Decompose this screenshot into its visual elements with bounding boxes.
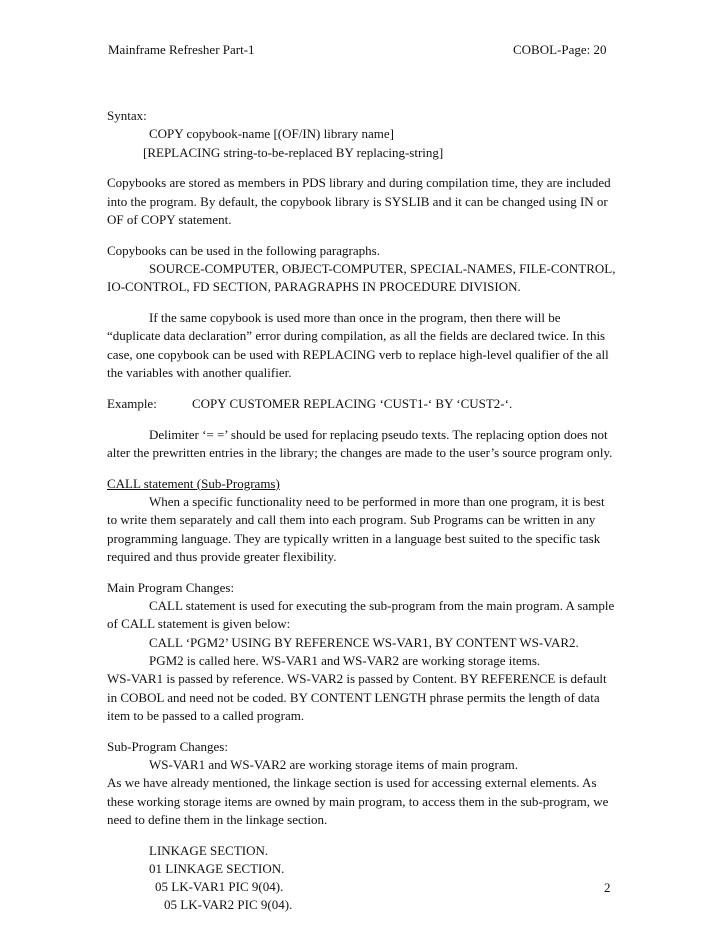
paragraph-line: As we have already mentioned, the linkage section is used for accessing external elements. As	[107, 775, 597, 791]
page-body	[107, 107, 622, 915]
example-code: COPY CUSTOMER REPLACING ‘CUST1-‘ BY ‘CUST2-‘.	[192, 395, 513, 411]
paragraph-gap	[107, 162, 622, 175]
paragraph-line: of CALL statement is given below:	[107, 616, 291, 632]
code-line: CALL ‘PGM2’ USING BY REFERENCE WS-VAR1, BY CONTENT WS-VAR2.	[149, 634, 579, 650]
paragraph-gap	[107, 725, 622, 738]
syntax-line-replacing: [REPLACING string-to-be-replaced BY replacing-string]	[143, 144, 444, 160]
paragraph-line: Copybooks can be used in the following paragraphs.	[107, 242, 380, 258]
paragraph-gap	[107, 566, 622, 579]
paragraph-line: CALL statement is used for executing the sub-program from the main program. A sample	[149, 598, 615, 614]
paragraph-gap	[107, 462, 622, 475]
section-heading-call: CALL statement (Sub-Programs)	[107, 475, 280, 491]
paragraph-line: the variables with another qualifier.	[107, 365, 292, 381]
paragraph-line: IO-CONTROL, FD SECTION, PARAGRAPHS IN PROCEDURE DIVISION.	[107, 279, 521, 295]
paragraph-line: in COBOL and need not be coded. BY CONTENT LENGTH phrase permits the length of data	[107, 689, 600, 705]
paragraph-line: PGM2 is called here. WS-VAR1 and WS-VAR2 are working storage items.	[149, 652, 541, 668]
paragraph-gap	[107, 297, 622, 310]
paragraph-line: Copybooks are stored as members in PDS library and during compilation time, they are included	[107, 175, 611, 191]
code-line: LINKAGE SECTION.	[149, 842, 269, 858]
example-line	[107, 395, 622, 413]
paragraph-line: WS-VAR1 is passed by reference. WS-VAR2 is passed by Content. BY REFERENCE is default	[107, 671, 607, 687]
section-heading-sub-program: Sub-Program Changes:	[107, 738, 228, 754]
paragraph-line: these working storage items are owned by main program, to access them in the sub-program, we	[107, 793, 609, 809]
paragraph-gap	[107, 413, 622, 426]
paragraph-line: into the program. By default, the copybook library is SYSLIB and it can be changed using IN or	[107, 193, 608, 209]
page-number: 2	[604, 880, 611, 895]
paragraph-line: Delimiter ‘= =’ should be used for replacing pseudo texts. The replacing option does not	[149, 426, 608, 442]
paragraph-gap	[107, 829, 622, 842]
section-heading-main-program: Main Program Changes:	[107, 579, 235, 595]
paragraph-gap	[107, 382, 622, 395]
paragraph-line: OF of COPY statement.	[107, 211, 232, 227]
paragraph-line: SOURCE-COMPUTER, OBJECT-COMPUTER, SPECIAL-NAMES, FILE-CONTROL,	[149, 261, 616, 277]
code-line: 01 LINKAGE SECTION.	[149, 860, 285, 876]
paragraph-line: case, one copybook can be used with REPLACING verb to replace high-level qualifier of the all	[107, 346, 609, 362]
example-label: Example:	[107, 395, 157, 411]
code-line: 05 LK-VAR1 PIC 9(04).	[155, 879, 284, 895]
paragraph-line: When a specific functionality need to be performed in more than one program, it is best	[149, 494, 605, 510]
paragraph-line: alter the prewritten entries in the library; the changes are made to the user’s source program only.	[107, 444, 613, 460]
paragraph-line: If the same copybook is used more than once in the program, then there will be	[149, 310, 561, 326]
paragraph-line: required and thus provide greater flexibility.	[107, 548, 337, 564]
paragraph-line: WS-VAR1 and WS-VAR2 are working storage items of main program.	[149, 756, 519, 772]
paragraph-line: to write them separately and call them into each program. Sub Programs can be written in any	[107, 512, 596, 528]
header-title: Mainframe Refresher Part-1	[108, 42, 255, 57]
paragraph-gap	[107, 229, 622, 242]
paragraph-line: programming language. They are typically written in a language best suited to the specific task	[107, 530, 601, 546]
paragraph-line: “duplicate data declaration” error during compilation, as all the fields are declared twice. In this	[107, 328, 606, 344]
paragraph-line: item to be passed to a called program.	[107, 707, 305, 723]
header-section-page: COBOL-Page: 20	[513, 42, 607, 57]
paragraph-line: need to define them in the linkage section.	[107, 811, 328, 827]
syntax-label: Syntax:	[107, 108, 147, 123]
code-line: 05 LK-VAR2 PIC 9(04).	[164, 897, 293, 913]
syntax-line-copy: COPY copybook-name [(OF/IN) library name]	[149, 126, 395, 142]
